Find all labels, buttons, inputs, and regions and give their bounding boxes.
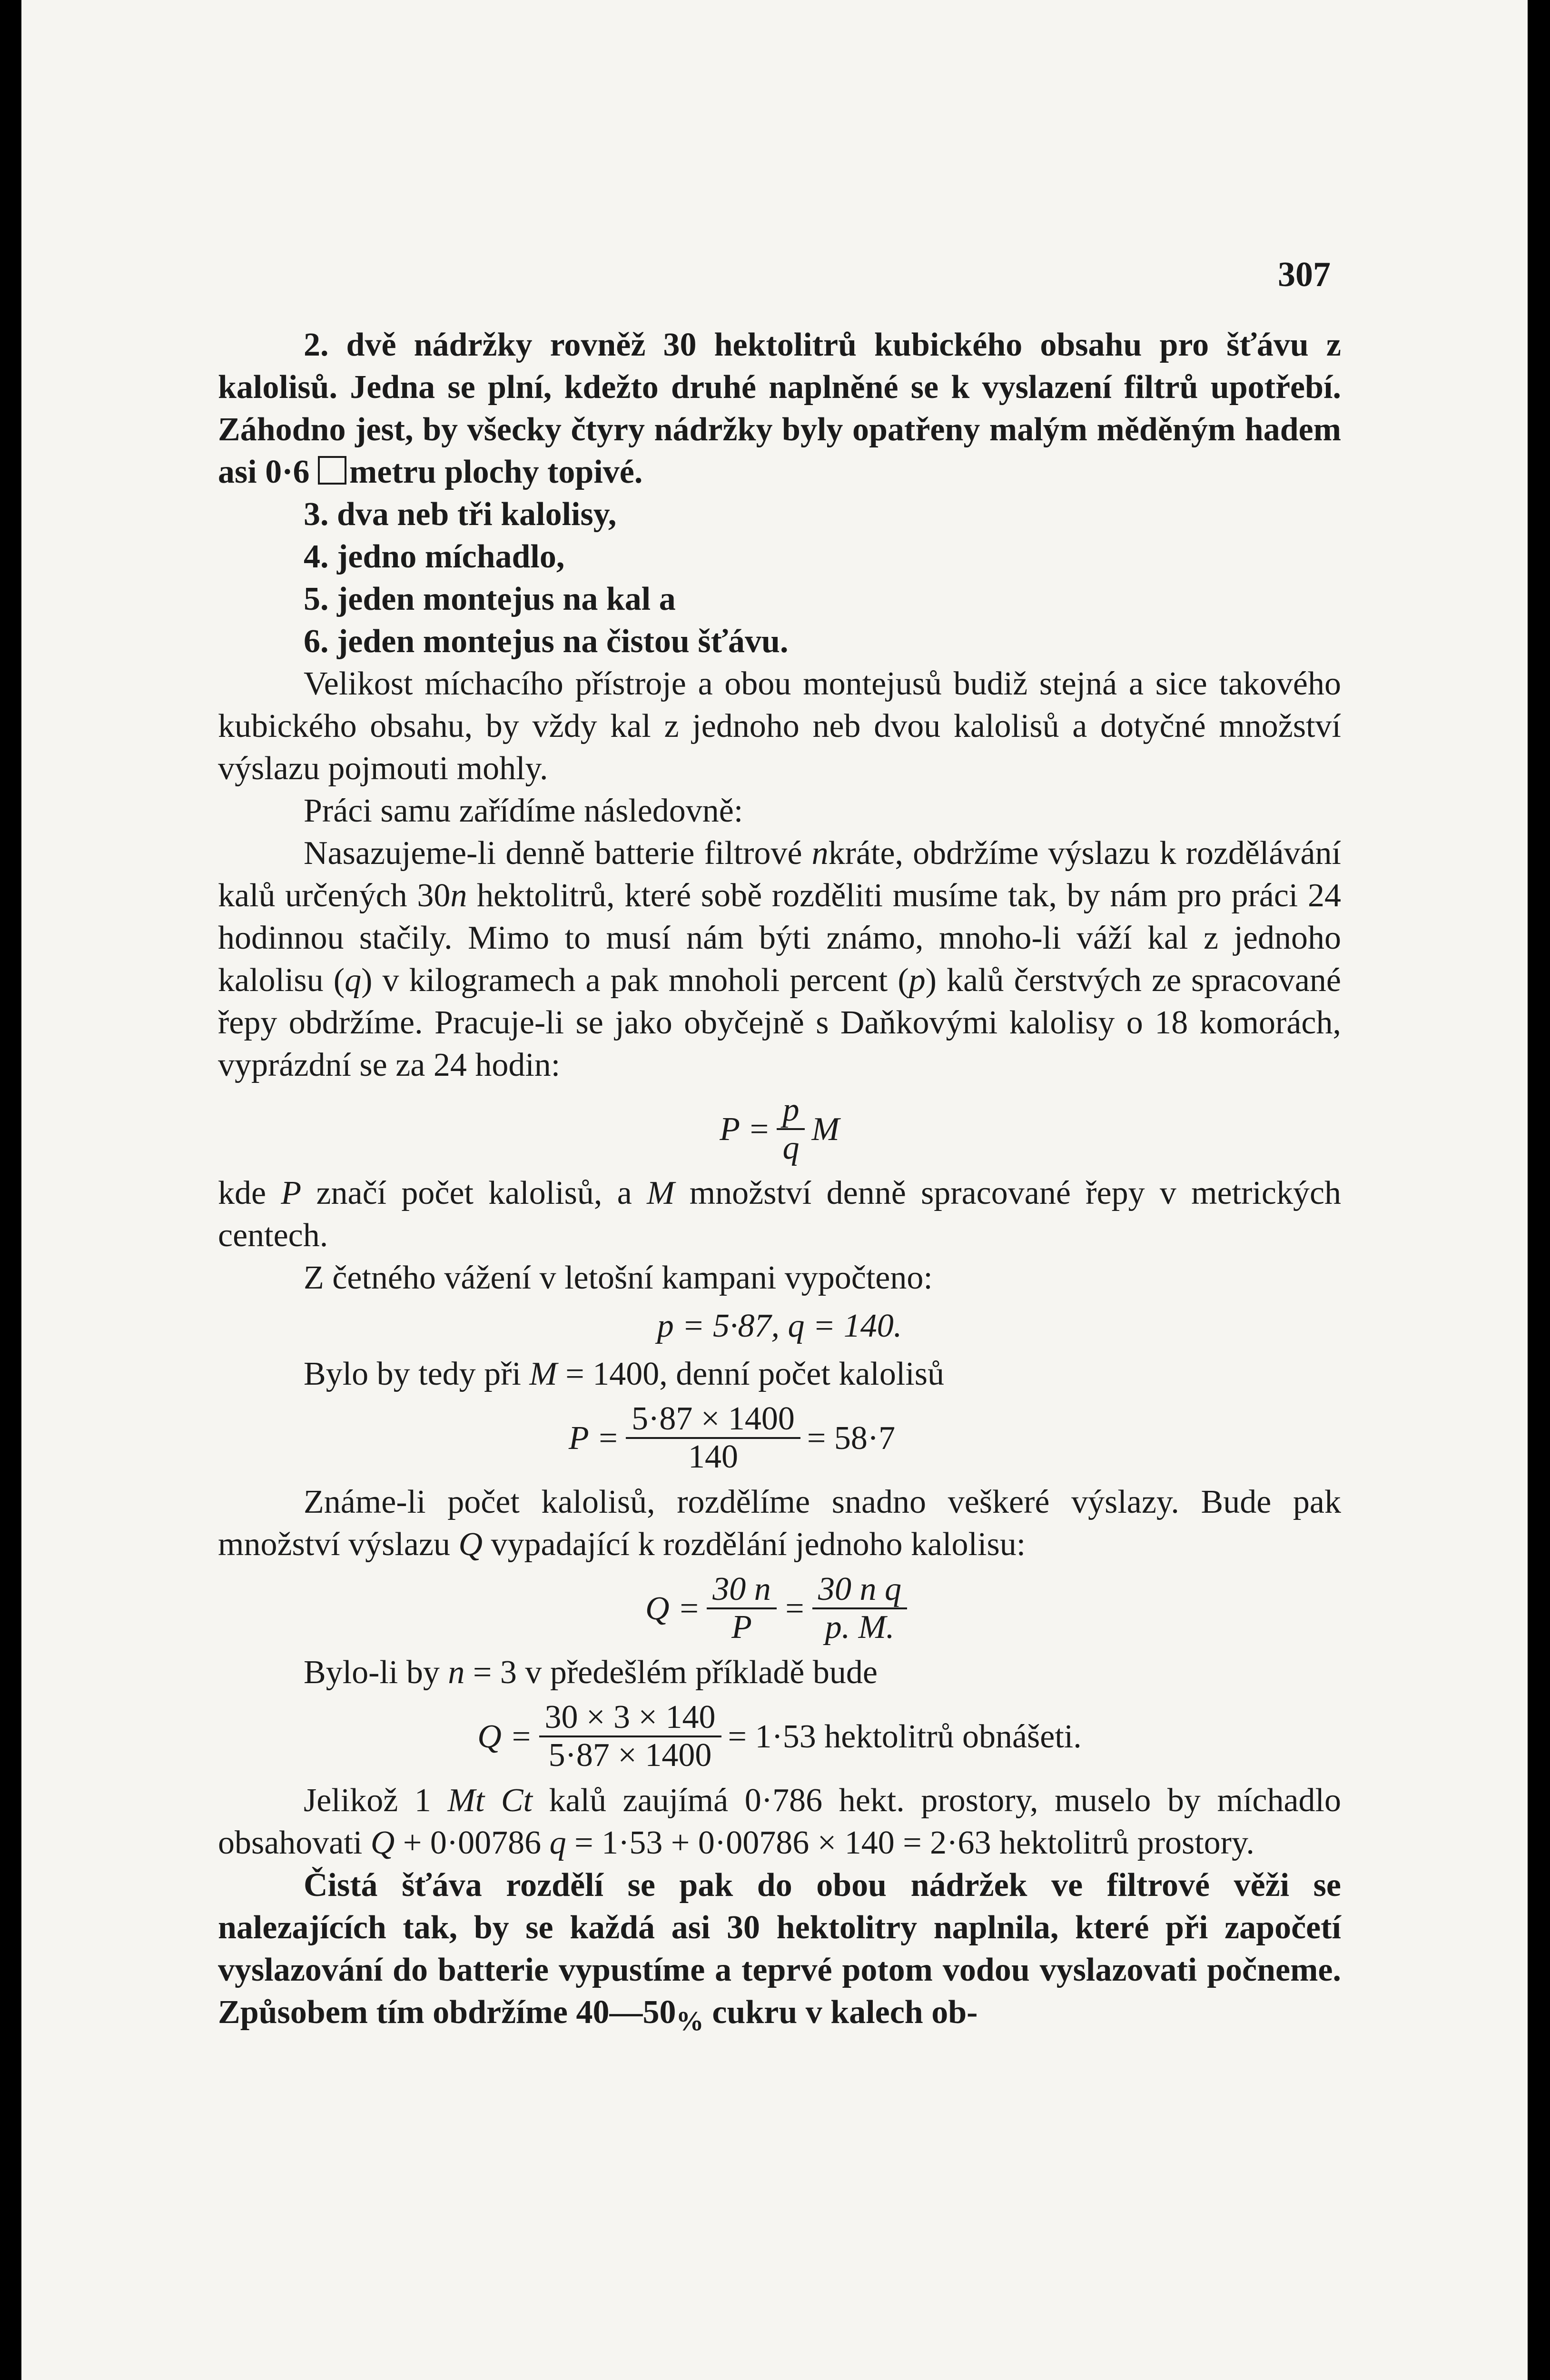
fraction xyxy=(539,1699,721,1774)
text-run: 2. dvě nádržky rovněž 30 hektolitrů kubického obsahu pro šťávu z kalolisů. Jedna se plní, kdežto druhé naplněné se k vyslazení filtrů upotřebí. Záhodno jest, by všecky čtyry nádržky byly opatřeny malým měděným hadem asi 0·6 xyxy=(218,327,1341,490)
formula-presses xyxy=(218,1092,1341,1166)
percent-sign: % xyxy=(676,2005,704,2036)
paragraph-distribution xyxy=(218,1481,1341,1566)
text-run: kde xyxy=(218,1175,267,1211)
fraction xyxy=(777,1092,805,1166)
formula-sweetwater-result xyxy=(218,1699,1341,1774)
text-run: hektolitrů, které sobě rozděliti musíme tak, by nám pro práci 24 hodinnou stačily. Mimo to musí nám býti známo, mnoho-li váží kal z jednoho kalolisu ( xyxy=(218,877,1341,999)
text-run: cukru v kalech ob- xyxy=(712,1994,978,2031)
math-var: M xyxy=(647,1175,675,1211)
denominator: p. M. xyxy=(825,1609,895,1646)
paragraph-mixer-size: Velikost míchacího přístroje a obou montejusů budiž stejná a sice takového kubického obsahu, by vždy kal z jednoho neb dvou kalolisů a dotyčné množství výslazu pojmouti mohly. xyxy=(218,665,1341,787)
numerator: 30 n q xyxy=(812,1571,907,1609)
denominator: 5·87 × 1400 xyxy=(548,1737,712,1774)
formula-presses-result xyxy=(218,1401,1341,1475)
formula-sweetwater xyxy=(218,1571,1341,1646)
math-var: Q xyxy=(458,1526,483,1563)
math-var: q xyxy=(345,962,362,999)
math-var: P xyxy=(281,1175,302,1211)
text-run: = 3 v předešlém příkladě bude xyxy=(473,1654,878,1691)
numerator: p xyxy=(777,1092,805,1130)
text-run: Jelikož 1 xyxy=(304,1782,431,1819)
formula-lhs: Q = xyxy=(477,1718,533,1755)
formula-lhs: P = xyxy=(720,1111,770,1148)
math-var: Q xyxy=(370,1825,395,1861)
square-symbol-icon xyxy=(318,456,346,485)
denominator: P xyxy=(731,1609,752,1646)
text-run: vypadající k rozdělání jednoho kalolisu: xyxy=(491,1526,1026,1563)
paragraph-example-n xyxy=(218,1651,1341,1694)
formula-lhs: P = xyxy=(568,1419,620,1457)
formula-lhs: Q = xyxy=(645,1590,701,1627)
text-run: kalů zaujímá 0·786 hekt. prostory, muselo by míchadlo obsahovati xyxy=(218,1782,1342,1861)
text-run: = 1·53 + 0·00786 × 140 = 2·63 hektolitrů prostory. xyxy=(574,1825,1254,1861)
text-run: ) kalů čerstvých ze spracované řepy obdržíme. Pracuje-li se jako obyčejně s Daňkovými kalolisy o 18 komorách, vyprázdní se za 24 hodin: xyxy=(218,962,1342,1083)
paragraph-procedure xyxy=(218,832,1341,1086)
math-var: n xyxy=(450,877,467,914)
text-run: ) v kilogramech a pak mnoholi percent ( xyxy=(361,962,909,999)
fraction xyxy=(626,1401,800,1475)
formula-rhs: = 1·53 hektolitrů obnášeti. xyxy=(728,1718,1082,1755)
text-run: Bylo-li by xyxy=(304,1654,440,1691)
text-run: kráte, obdržíme výslazu k rozdělávání kalů určených 30 xyxy=(218,835,1342,914)
fraction xyxy=(707,1571,777,1646)
math-var: Mt Ct xyxy=(447,1782,533,1819)
text-run: = 1400, denní počet kalolisů xyxy=(565,1356,944,1392)
list-item-3: 3. dva neb tři kalolisy, xyxy=(304,496,617,533)
list-item-4: 4. jedno míchadlo, xyxy=(304,538,565,575)
book-page xyxy=(21,0,1528,2380)
math-var: n xyxy=(811,835,829,872)
text-run: Čistá šťáva rozdělí se pak do obou nádržek ve filtrové věži se nalezajících tak, by se každá asi 30 hektolitry naplnila, které při započetí vyslazování do batterie vypustíme a teprvé potom vodou vyslazovati počneme. Způsobem tím obdržíme 40—50 xyxy=(218,1867,1341,2031)
list-item-5: 5. jeden montejus na kal a xyxy=(304,581,676,617)
math-var: p xyxy=(908,962,926,999)
text-run: metru plochy topivé. xyxy=(349,454,643,490)
numerator: 30 × 3 × 140 xyxy=(539,1699,721,1737)
text-run: Nasazujeme-li denně batterie filtrové xyxy=(304,835,802,872)
paragraph-mixer-capacity xyxy=(218,1779,1341,1864)
formula-rhs: = 58·7 xyxy=(807,1419,896,1457)
math-var: n xyxy=(448,1654,465,1691)
math-var: M xyxy=(529,1356,557,1392)
numerator: 5·87 × 1400 xyxy=(626,1401,800,1439)
equals-sign: = xyxy=(783,1590,806,1627)
math-var: q xyxy=(549,1825,566,1861)
text-run: značí počet kalolisů, a xyxy=(316,1175,632,1211)
paragraph-clear-juice xyxy=(218,1864,1341,2042)
paragraph-procedure-intro: Práci samu zařídíme následovně: xyxy=(304,793,743,829)
paragraph-definitions xyxy=(218,1172,1341,1257)
text-run: Bylo by tedy při xyxy=(304,1356,521,1392)
fraction xyxy=(812,1571,907,1646)
formula-rhs: M xyxy=(811,1111,839,1148)
formula-values: p = 5·87, q = 140. xyxy=(657,1308,902,1344)
text-run: + 0·00786 xyxy=(403,1825,542,1861)
text-run: množství denně spracované řepy v metrických centech. xyxy=(218,1175,1342,1254)
paragraph-weighing: Z četného vážení v letošní kampani vypočteno: xyxy=(304,1259,933,1296)
paragraph-example xyxy=(218,1353,1341,1395)
denominator: 140 xyxy=(688,1438,738,1475)
denominator: q xyxy=(782,1130,800,1166)
page-body xyxy=(218,324,1341,2042)
page-number: 307 xyxy=(1278,255,1331,294)
numerator: 30 n xyxy=(707,1571,777,1609)
list-item-6: 6. jeden montejus na čistou šťávu. xyxy=(304,623,789,660)
paragraph-list-item-2 xyxy=(218,324,1341,493)
text-run: Známe-li počet kalolisů, rozdělíme snadno veškeré výslazy. Bude pak množství výslazu xyxy=(218,1484,1341,1563)
